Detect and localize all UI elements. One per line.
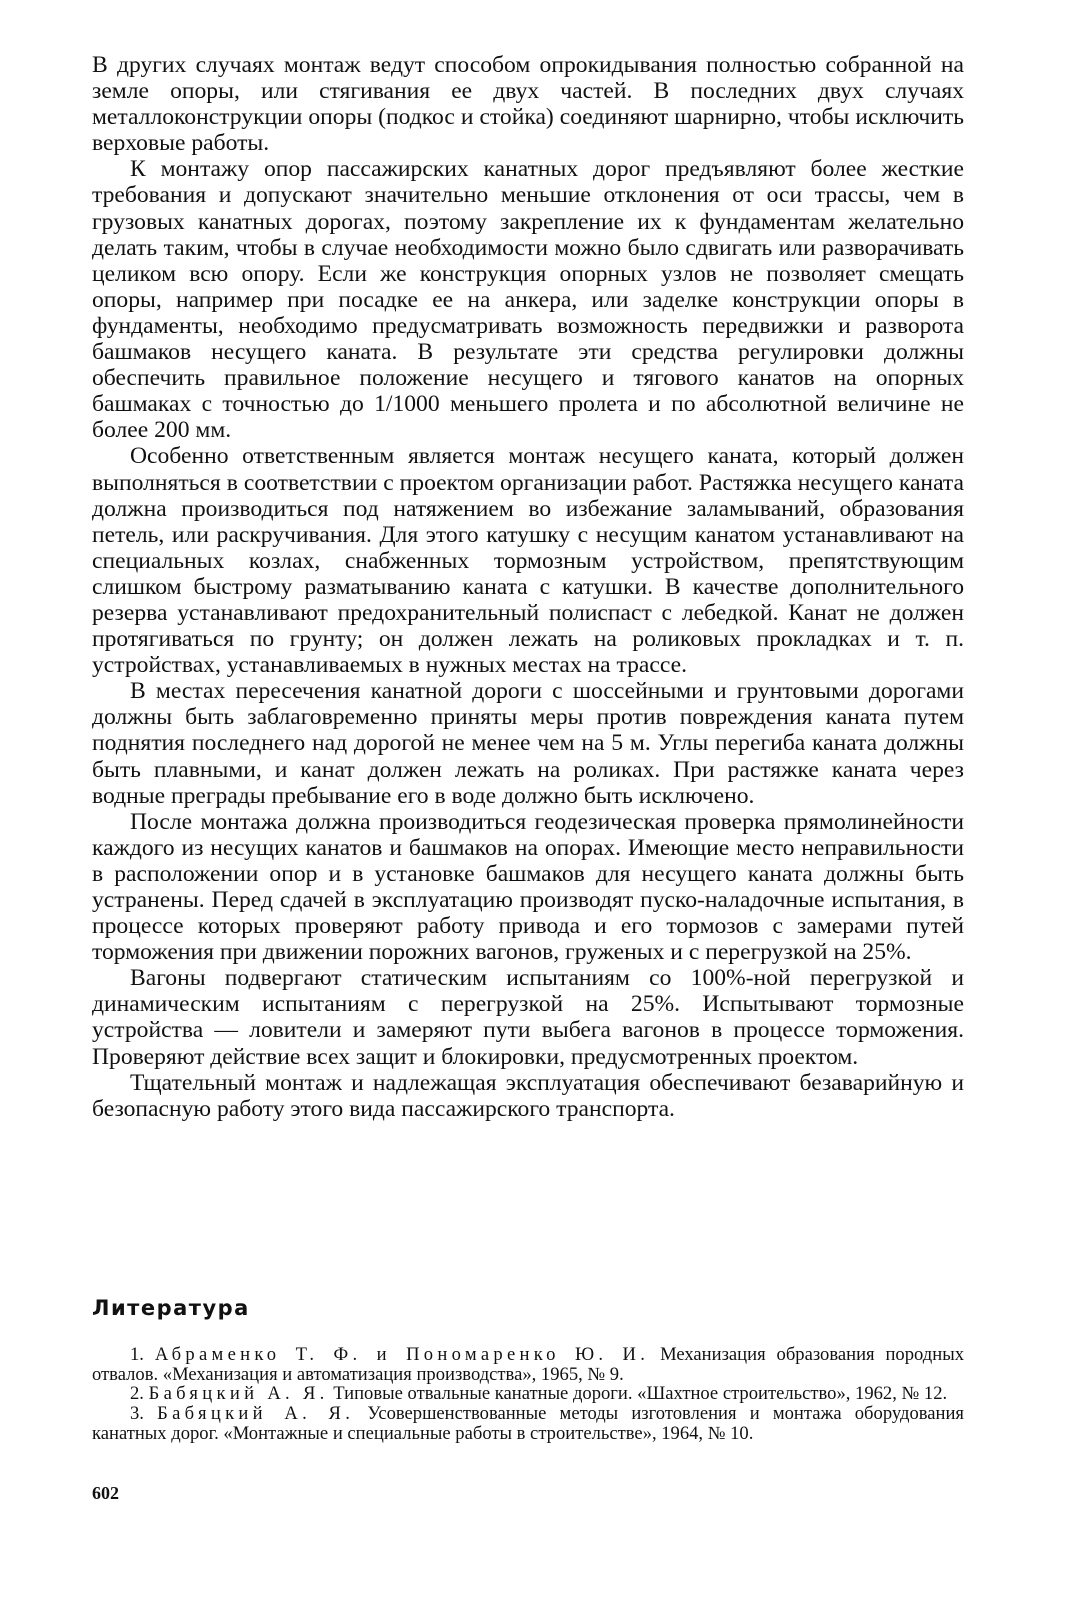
- reference-author: Абраменко Т. Ф. и Пономаренко Ю. И.: [154, 1344, 650, 1365]
- paragraph: В местах пересечения канатной дороги с шоссейными и грунтовыми дорогами должны быть заблаговременно приняты меры против повреждения каната путем поднятия последнего над дорогой не менее чем на 5 м. Углы перегиба каната должны быть плавными, и канат должен лежать на роликах. При растяжке каната через водные преграды пребывание его в воде должно быть исключено.: [92, 678, 964, 809]
- page-number: 602: [92, 1483, 119, 1503]
- book-page: [92, 52, 964, 1503]
- reference-item: [92, 1404, 964, 1443]
- reference-author: Бабяцкий А. Я.: [148, 1383, 329, 1405]
- reference-text: Усовершенствованные методы изготовления и монтажа оборудования канатных дорог. «Монтажные и специальные работы в строительстве», 1964, № 10.: [92, 1403, 964, 1444]
- body-text: [92, 52, 964, 1122]
- reference-number: 2.: [130, 1383, 144, 1405]
- reference-text: Механизация образования породных отвалов. «Механизация и автоматизация производства», 1965, № 9.: [92, 1344, 964, 1385]
- references-list: [92, 1345, 964, 1444]
- paragraph: Тщательный монтаж и надлежащая эксплуатация обеспечивают безаварийную и безопасную работу этого вида пассажирского транспорта.: [92, 1069, 964, 1122]
- reference-author: Бабяцкий А. Я.: [157, 1403, 355, 1425]
- references-heading: Литература: [92, 1296, 250, 1320]
- paragraph: Особенно ответственным является монтаж несущего каната, который должен выполняться в соответствии с проектом организации работ. Растяжка несущего каната должна производиться под натяжением во избежание заламываний, образования петель, или раскручивания. Для этого катушку с несущим канатом устанавливают на специальных козлах, снабженных тормозным устройством, препятствующим слишком быстрому разматыванию каната с катушки. В качестве дополнительного резерва устанавливают предохранительный полиспаст с лебедкой. Канат не должен протягиваться по грунту; он должен лежать на роликовых прокладках и т. п. устройствах, устанавливаемых в нужных местах на трассе.: [92, 443, 964, 679]
- reference-number: 3.: [130, 1403, 144, 1425]
- paragraph: Вагоны подвергают статическим испытаниям со 100%-ной перегрузкой и динамическим испытаниям с перегрузкой на 25%. Испытывают тормозные устройства — ловители и замеряют пути выбега вагонов в процессе торможения. Проверяют действие всех защит и блокировки, предусмотренных проектом.: [92, 965, 964, 1070]
- reference-text: Типовые отвальные канатные дороги. «Шахтное строительство», 1962, № 12.: [333, 1383, 948, 1405]
- paragraph: К монтажу опор пассажирских канатных дорог предъявляют более жесткие требования и допускают значительно меньшие отклонения от оси трассы, чем в грузовых канатных дорогах, поэтому закрепление их к фундаментам желательно делать таким, чтобы в случае необходимости можно было сдвигать или разворачивать целиком всю опору. Если же конструкция опорных узлов не позволяет смещать опоры, например при посадке ее на анкера, или заделке конструкции опоры в фундаменты, необходимо предусматривать возможность передвижки и разворота башмаков несущего каната. В результате эти средства регулировки должны обеспечить правильное положение несущего и тягового канатов на опорных башмаках с точностью до 1/1000 меньшего пролета и по абсолютной величине не более 200 мм.: [92, 156, 964, 444]
- paragraph: В других случаях монтаж ведут способом опрокидывания полностью собранной на земле опоры, или стягивания ее двух частей. В последних двух случаях металлоконструкции опоры (подкос и стойка) соединяют шарнирно, чтобы исключить верховые работы.: [92, 52, 964, 157]
- paragraph: После монтажа должна производиться геодезическая проверка прямолинейности каждого из несущих канатов и башмаков на опорах. Имеющие место неправильности в расположении опор и в установке башмаков для несущего каната должны быть устранены. Перед сдачей в эксплуатацию производят пуско-наладочные испытания, в процессе которых проверяют работу привода и его тормозов с замерами путей торможения при движении порожних вагонов, груженых и с перегрузкой на 25%.: [92, 808, 964, 966]
- reference-number: 1.: [130, 1344, 144, 1365]
- reference-item: [92, 1345, 964, 1384]
- reference-item: [92, 1384, 964, 1404]
